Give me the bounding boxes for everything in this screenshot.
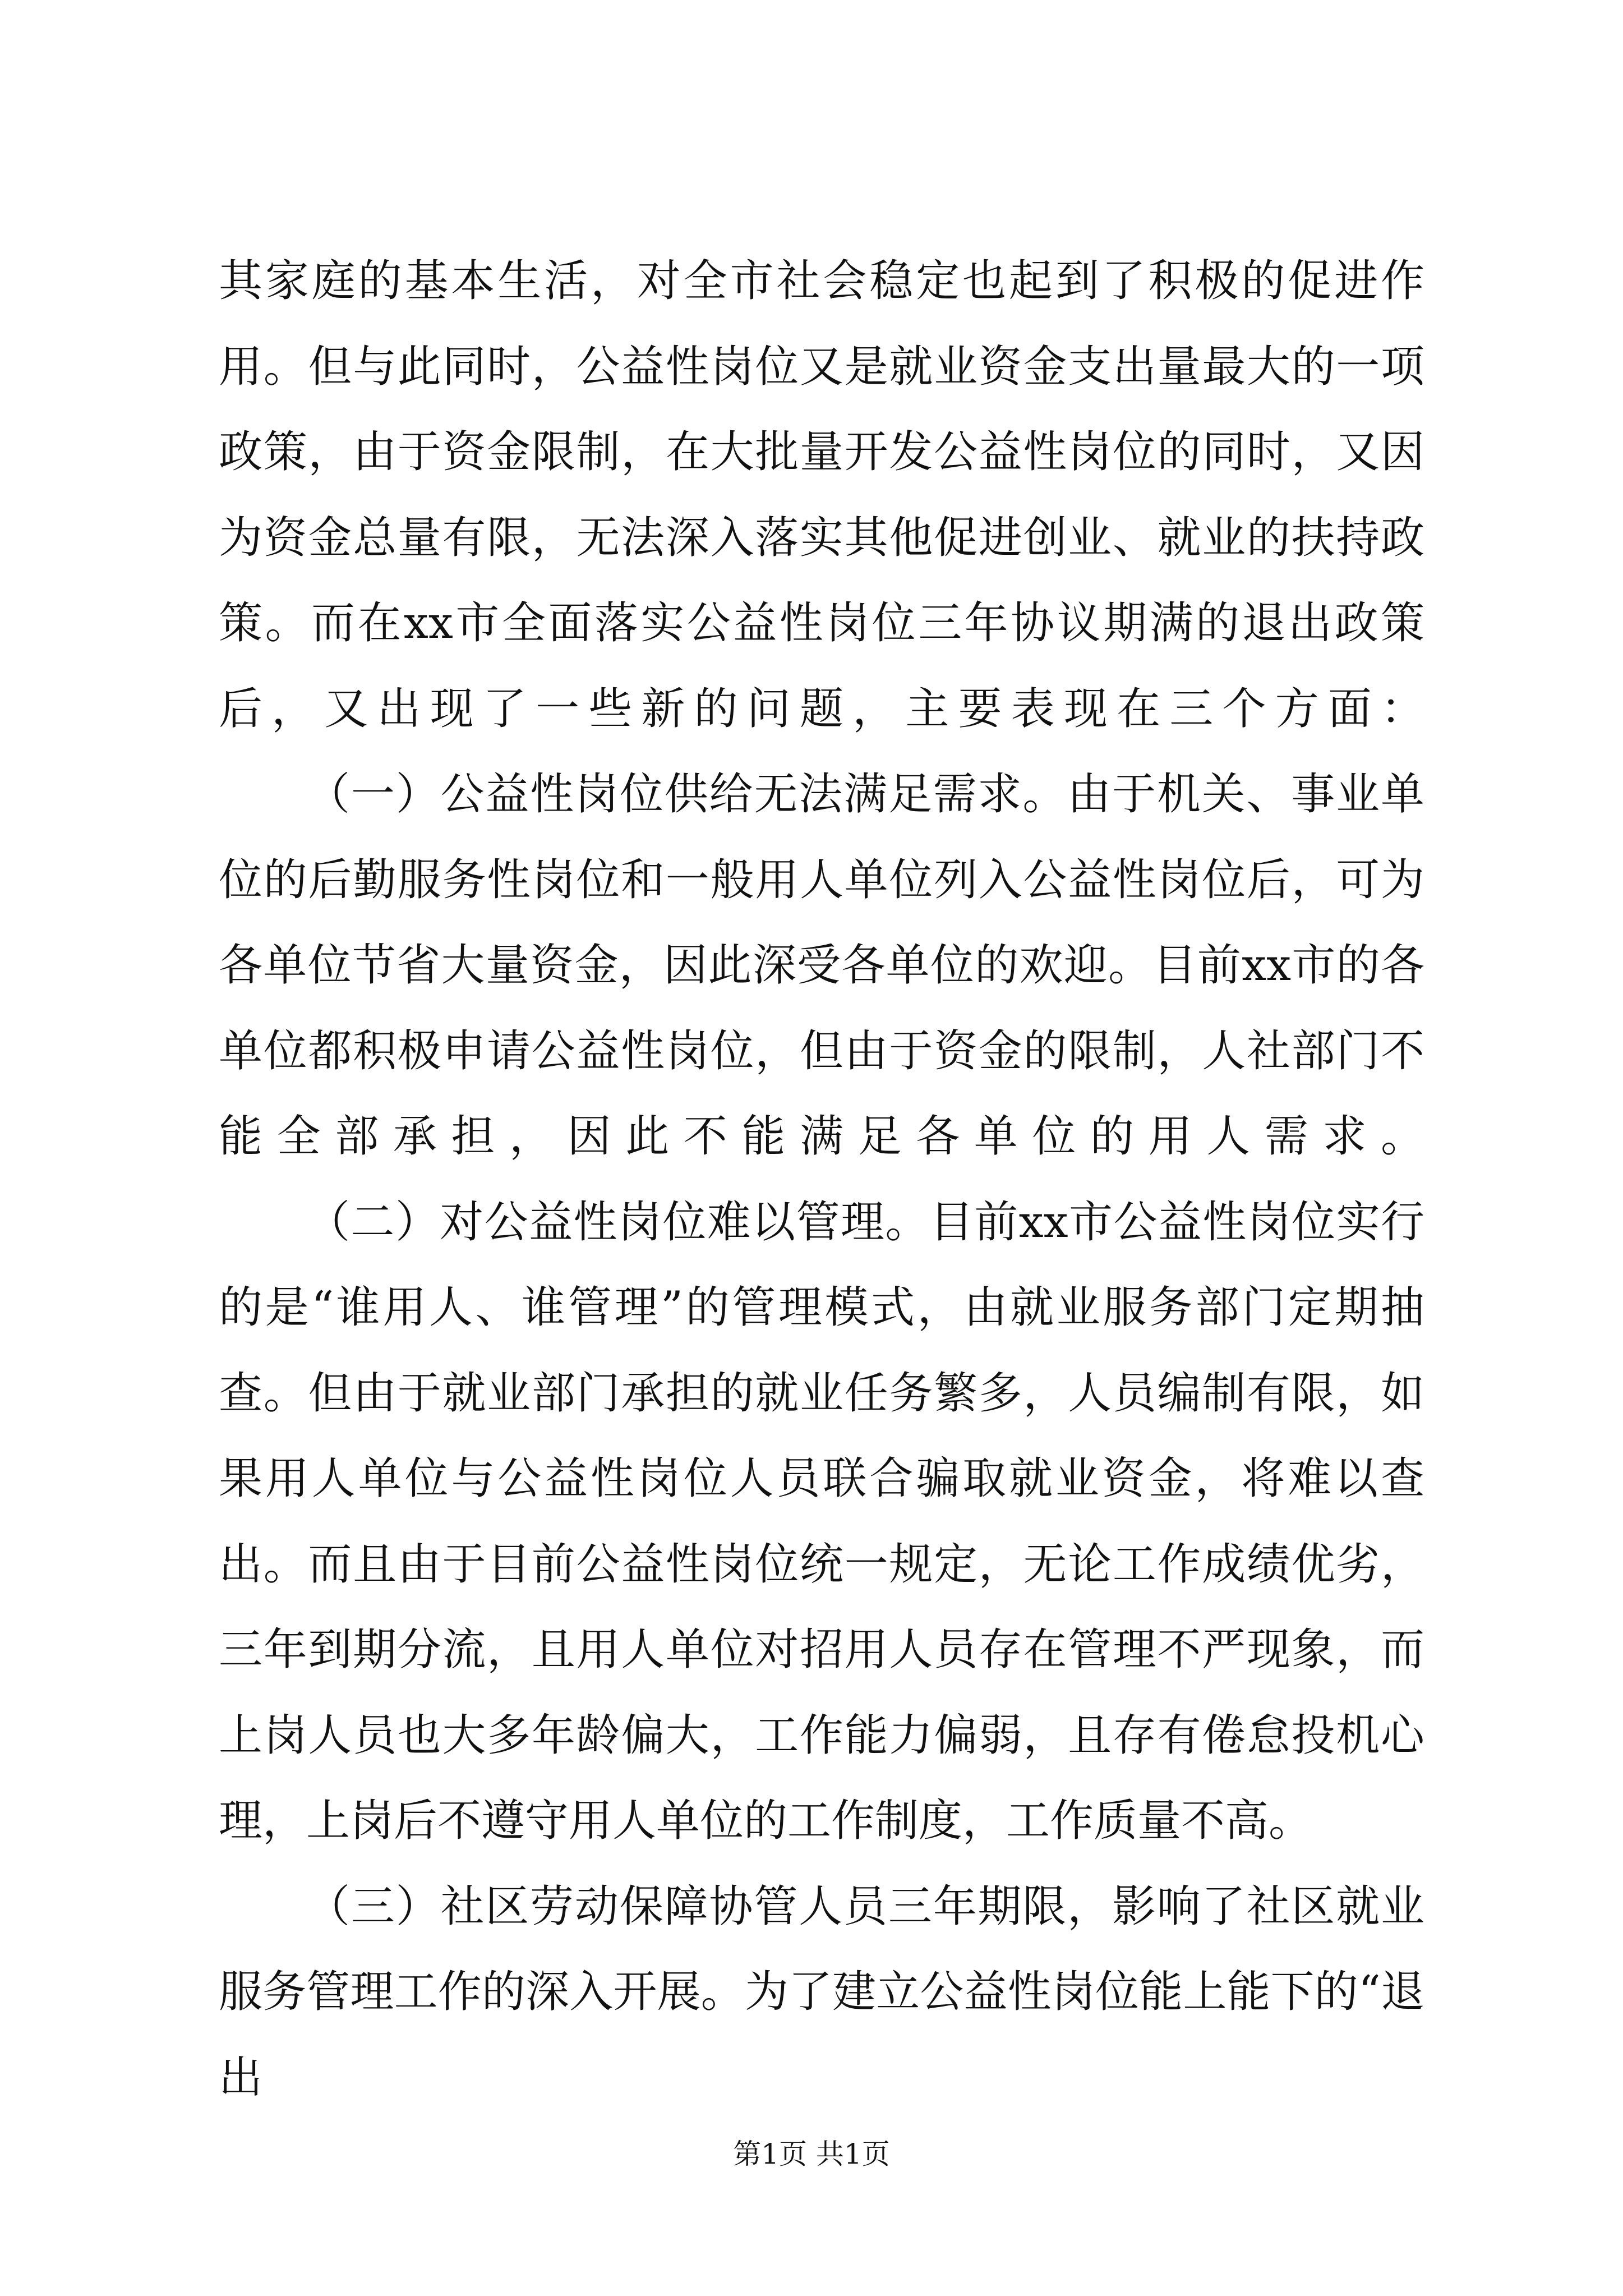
paragraph-point-1: （一）公益性岗位供给无法满足需求。由于机关、事业单位的后勤服务性岗位和一般用人单位列入公益性岗位后，可为各单位节省大量资金，因此深受各单位的欢迎。目前xx市的各单位都积极申请公益性岗位，但由于资金的限制，人社部门不能全部承担，因此不能满足各单位的用人需求。 xyxy=(219,769,1424,1162)
page-footer: 第1页 共1页 xyxy=(733,2138,890,2170)
document-body xyxy=(219,238,1424,2120)
paragraph-intro: 其家庭的基本生活，对全市社会稳定也起到了积极的促进作用。但与此同时，公益性岗位又是就业资金支出量最大的一项政策，由于资金限制，在大批量开发公益性岗位的同时，又因为资金总量有限，无法深入落实其他促进创业、就业的扶持政策。而在xx市全面落实公益性岗位三年协议期满的退出政策后，又出现了一些新的问题，主要表现在三个方面： xyxy=(219,256,1424,734)
paragraph-point-2: （二）对公益性岗位难以管理。目前xx市公益性岗位实行的是“谁用人、谁管理”的管理模式，由就业服务部门定期抽查。但由于就业部门承担的就业任务繁多，人员编制有限，如果用人单位与公益性岗位人员联合骗取就业资金，将难以查出。而且由于目前公益性岗位统一规定，无论工作成绩优劣，三年到期分流，且用人单位对招用人员存在管理不严现象，而上岗人员也大多年龄偏大，工作能力偏弱，且存有倦怠投机心理，上岗后不遵守用人单位的工作制度，工作质量不高。 xyxy=(219,1197,1424,1846)
paragraph-point-3: （三）社区劳动保障协管人员三年期限，影响了社区就业服务管理工作的深入开展。为了建立公益性岗位能上能下的“退出 xyxy=(219,1881,1424,2103)
